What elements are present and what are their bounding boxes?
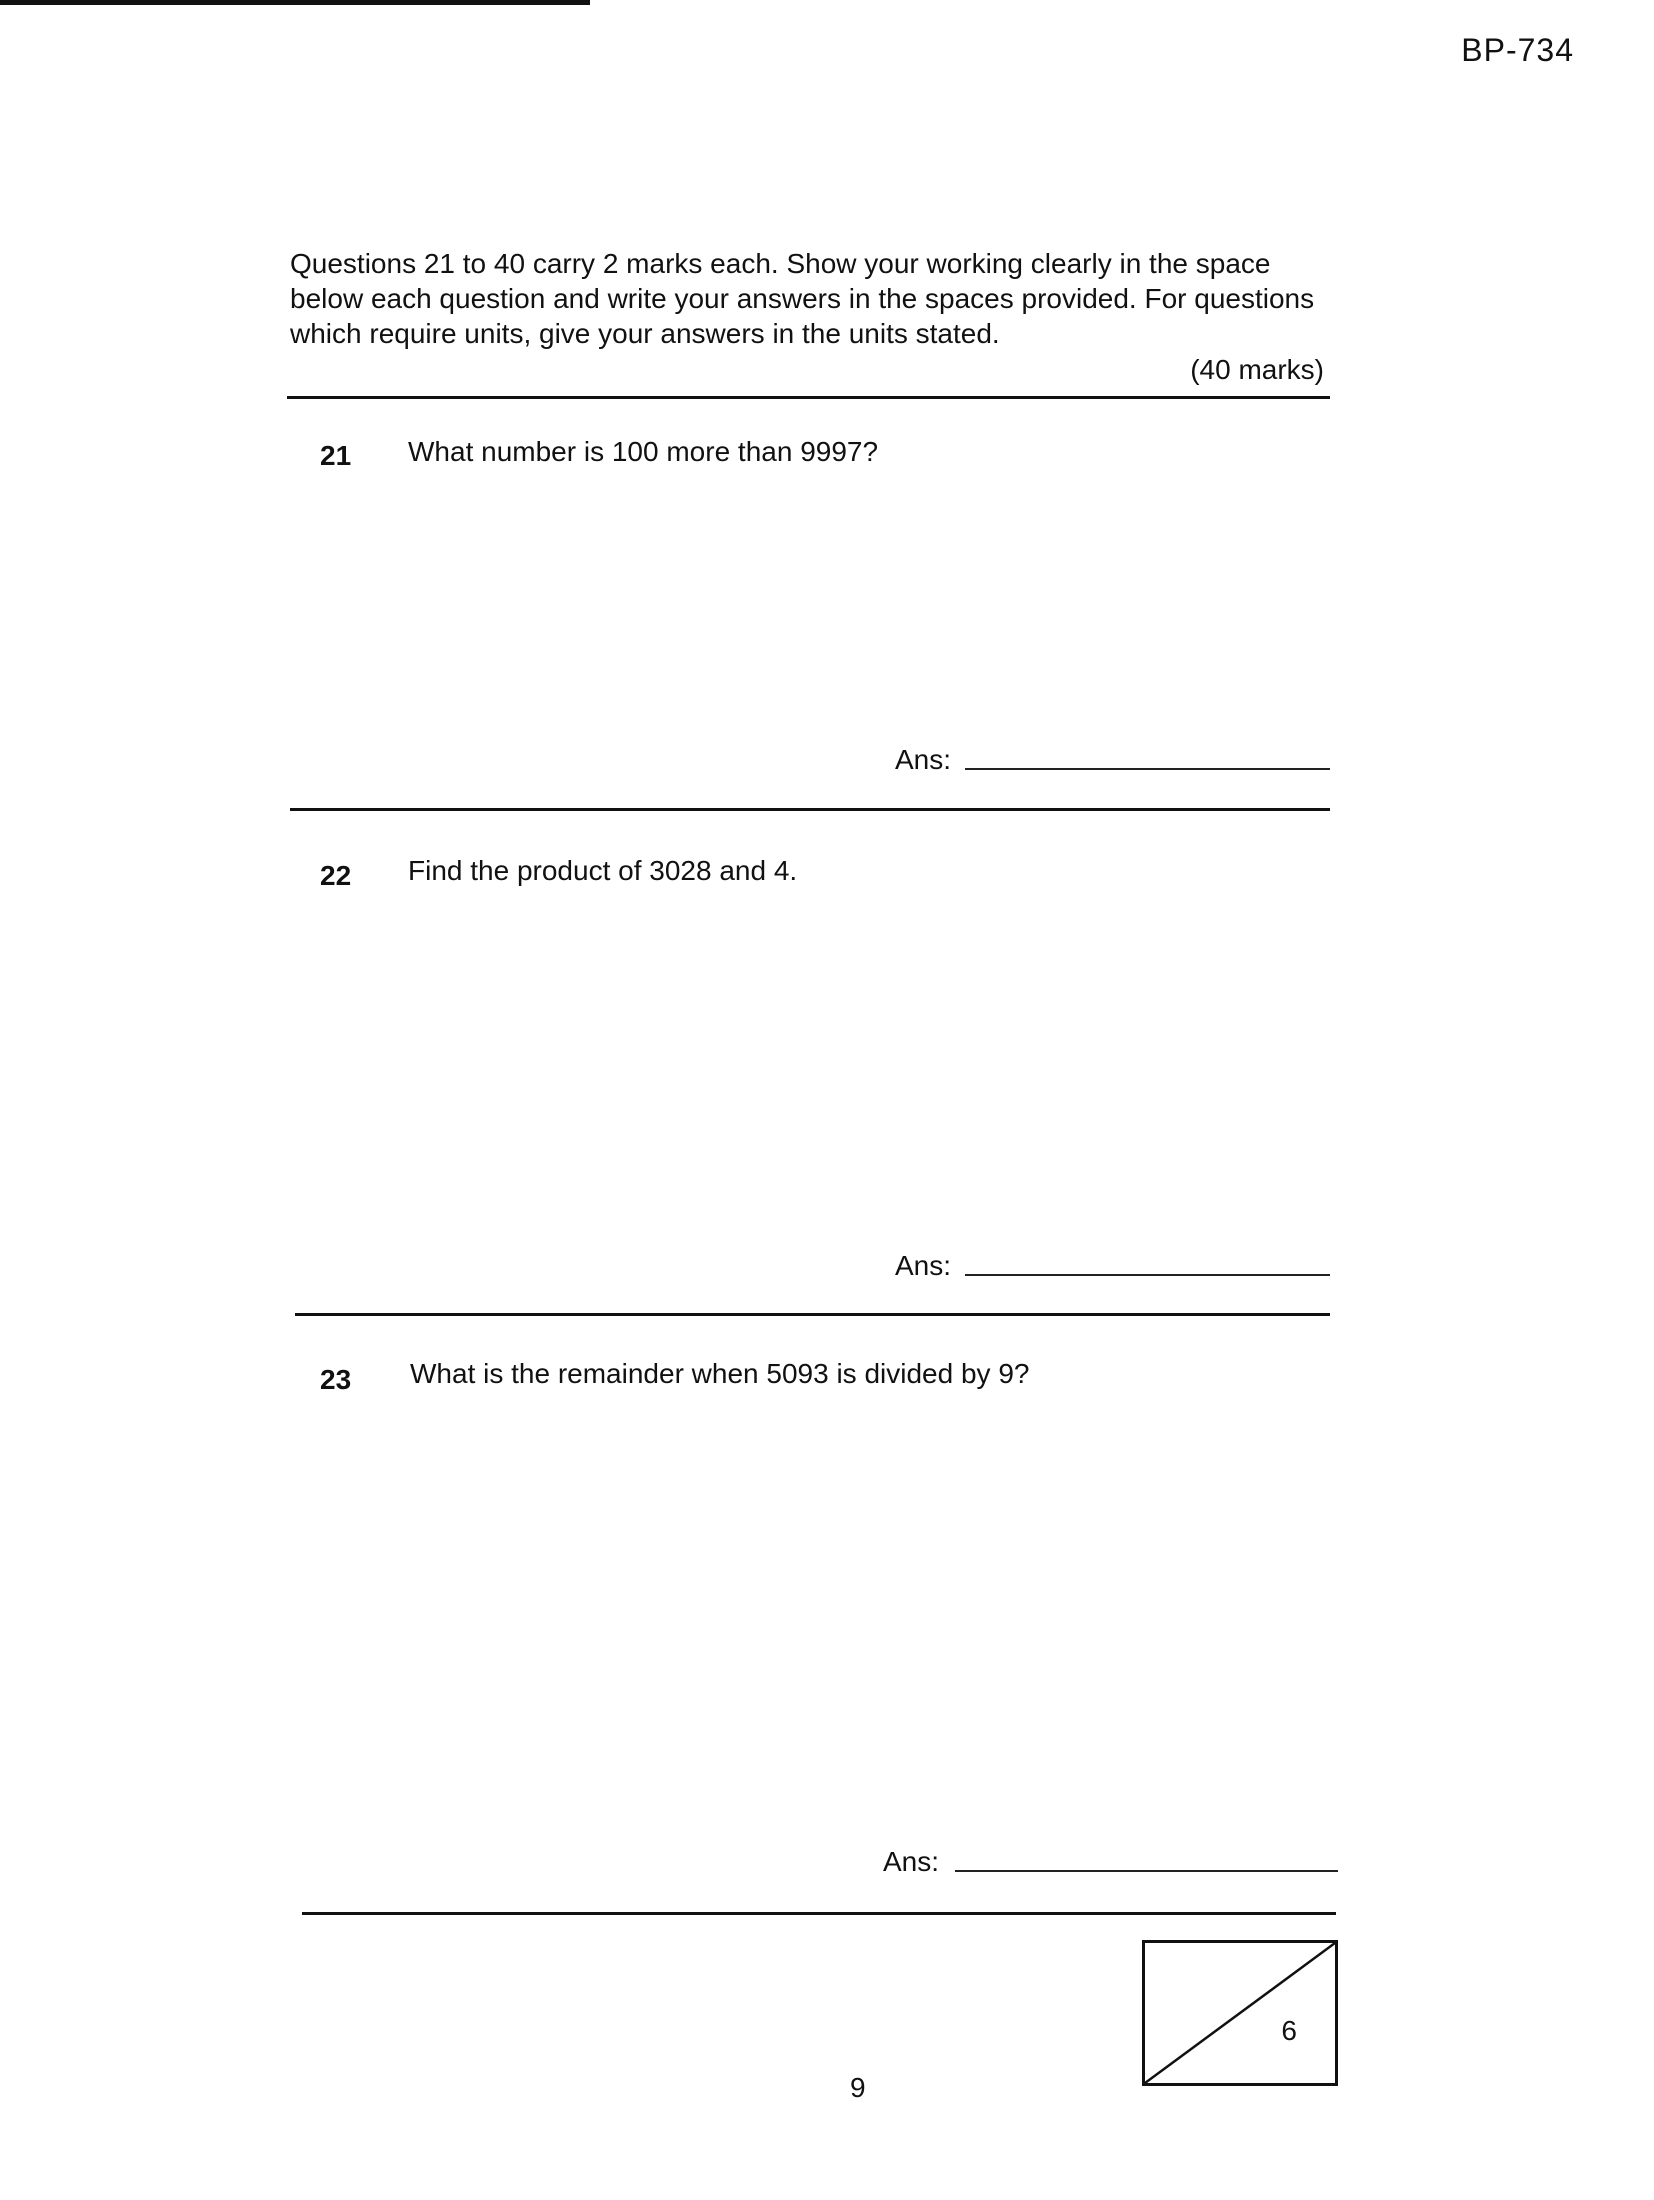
document-code: BP-734 — [1461, 32, 1574, 68]
answer-label: Ans: — [883, 1846, 940, 1877]
question-divider — [302, 1912, 1336, 1915]
score-box-diagonal — [1145, 1943, 1335, 2083]
page-number: 9 — [850, 2072, 866, 2103]
answer-blank[interactable] — [955, 1870, 1338, 1872]
score-box-value: 6 — [1281, 2015, 1297, 2046]
section-marks: (40 marks) — [1190, 354, 1324, 385]
section-instructions: Questions 21 to 40 carry 2 marks each. Show your working clearly in the space below each question and write your answers in the spaces provided. For questions which require units, give your answers in the units stated. — [290, 248, 1315, 349]
section-divider — [287, 396, 1330, 399]
top-edge-rule — [0, 0, 590, 5]
question-number: 22 — [320, 860, 352, 891]
question-divider — [290, 808, 1330, 811]
answer-blank[interactable] — [965, 768, 1330, 770]
answer-label: Ans: — [895, 744, 952, 775]
question-divider — [295, 1313, 1330, 1316]
question-number: 23 — [320, 1364, 352, 1395]
question-text: What number is 100 more than 9997? — [408, 436, 879, 467]
answer-label: Ans: — [895, 1250, 952, 1281]
question-text: Find the product of 3028 and 4. — [408, 855, 798, 886]
score-box — [1142, 1940, 1338, 2086]
answer-blank[interactable] — [965, 1274, 1330, 1276]
question-text: What is the remainder when 5093 is divided by 9? — [410, 1358, 1030, 1389]
question-number: 21 — [320, 440, 352, 471]
